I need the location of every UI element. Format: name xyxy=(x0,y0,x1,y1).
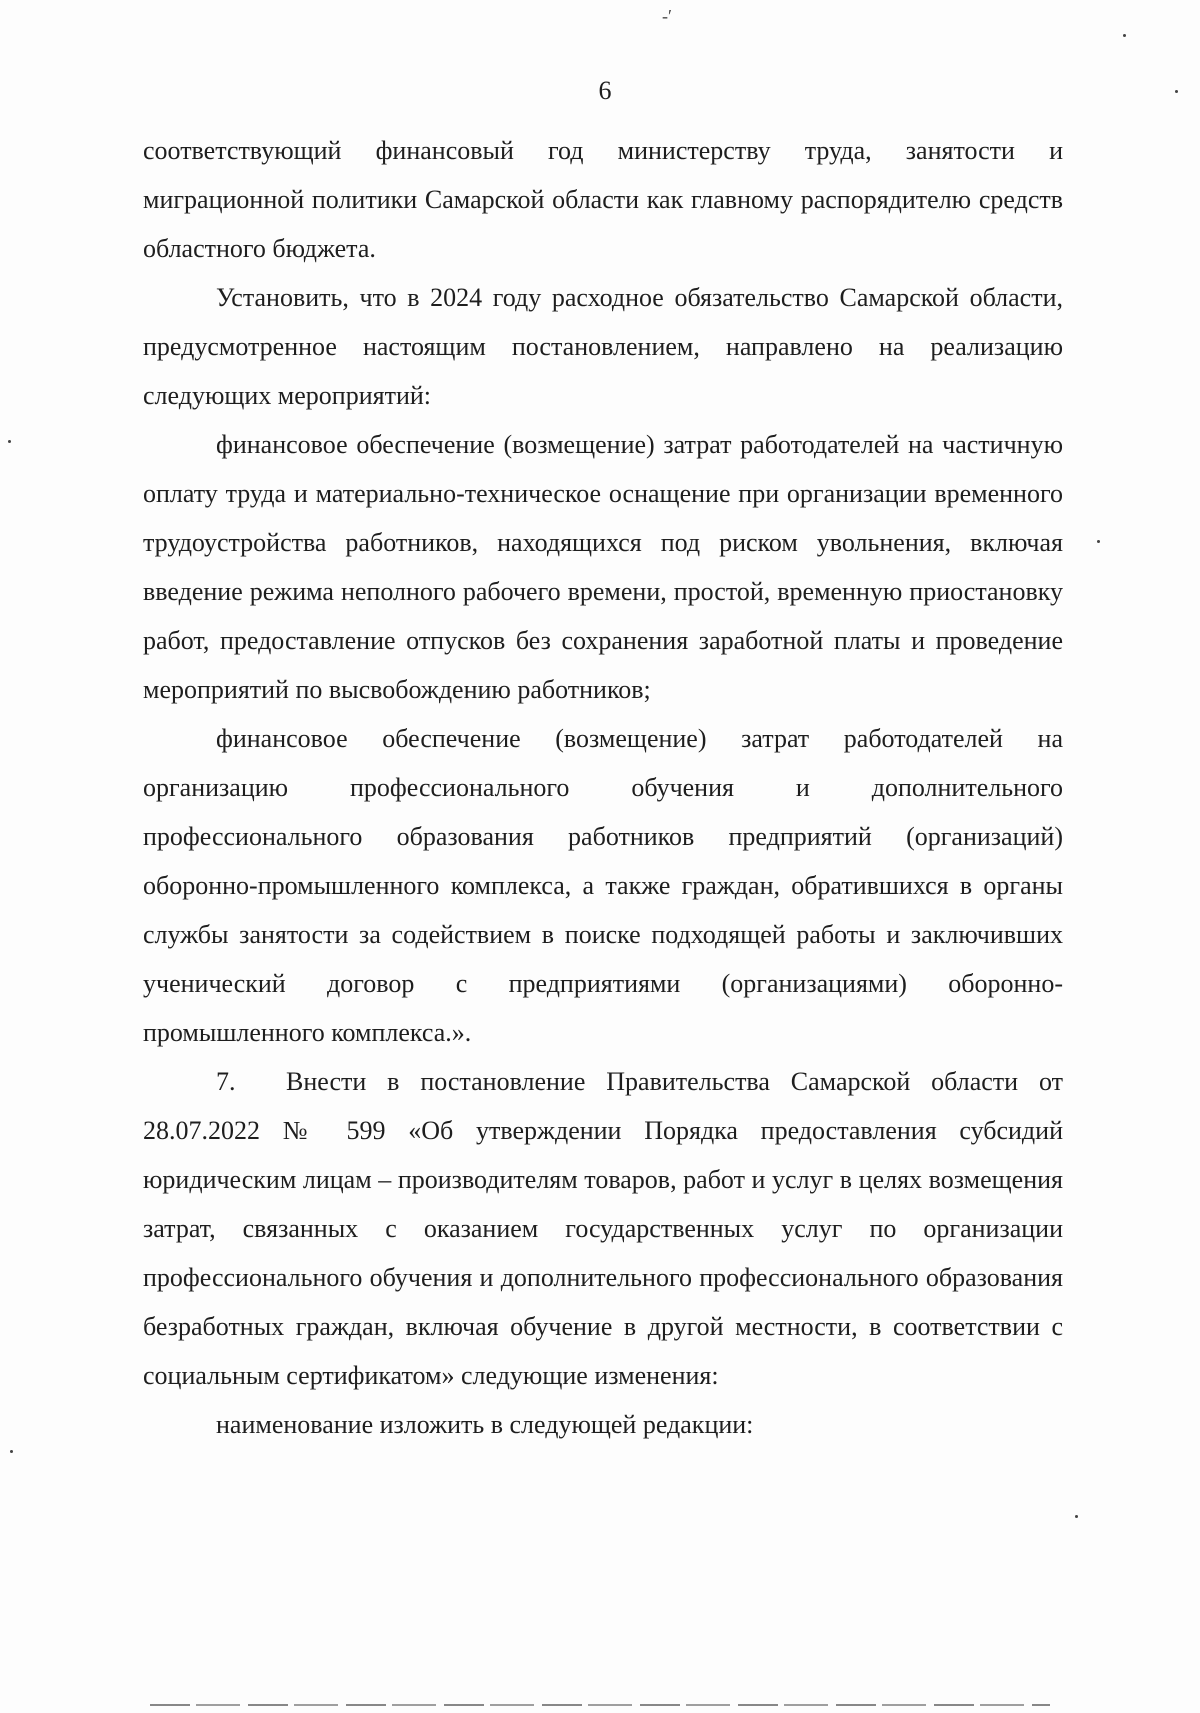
scan-speck xyxy=(1175,90,1178,93)
scan-speck xyxy=(1097,540,1100,543)
item-7-text: Внести в постановление Правительства Самарской области от 28.07.2022 № 599 «Об утверждении Порядка предоставления субсидий юридическим лицам – производителям товаров, работ и услуг в целях возмещения затрат, связанных с оказанием государственных услуг по организации профессионального обучения и дополнительного профессионального образования безработных граждан, включая обучение в другой местности, в соответствии с социальным сертификатом» следующие изменения: xyxy=(143,1067,1063,1390)
paragraph-measure-1: финансовое обеспечение (возмещение) затрат работодателей на частичную оплату труда и материально-техническое оснащение при организации временного трудоустройства работников, находящихся под риском увольнения, включая введение режима неполного рабочего времени, простой, временную приостановку работ, предоставление отпусков без сохранения заработной платы и проведение мероприятий по высвобождению работников; xyxy=(143,430,1063,704)
scan-mark: -′ xyxy=(662,6,672,26)
item-7-paragraph xyxy=(143,1057,1063,1400)
scan-edge-line xyxy=(150,1704,1050,1706)
scan-speck xyxy=(1075,1515,1078,1518)
document-body xyxy=(143,126,1063,1449)
scan-speck xyxy=(8,440,11,443)
scan-speck xyxy=(1123,34,1126,37)
paragraph-continuation: соответствующий финансовый год министерству труда, занятости и миграционной политики Самарской области как главному распорядителю средств областного бюджета. xyxy=(143,136,1063,263)
item-7-number: 7. xyxy=(216,1067,236,1096)
paragraph-name-change: наименование изложить в следующей редакции: xyxy=(216,1410,754,1439)
paragraph-establish: Установить, что в 2024 году расходное обязательство Самарской области, предусмотренное настоящим постановлением, направлено на реализацию следующих мероприятий: xyxy=(143,283,1063,410)
paragraph-measure-2: финансовое обеспечение (возмещение) затрат работодателей на организацию профессионального обучения и дополнительного профессионального образования работников предприятий (организаций) оборонно-промышленного комплекса, а также граждан, обратившихся в органы службы занятости за содействием в поиске подходящей работы и заключивших ученический договор с предприятиями (организациями) оборонно-промышленного комплекса.». xyxy=(143,724,1063,1047)
scan-speck xyxy=(10,1450,13,1453)
page-number: 6 xyxy=(598,76,612,105)
